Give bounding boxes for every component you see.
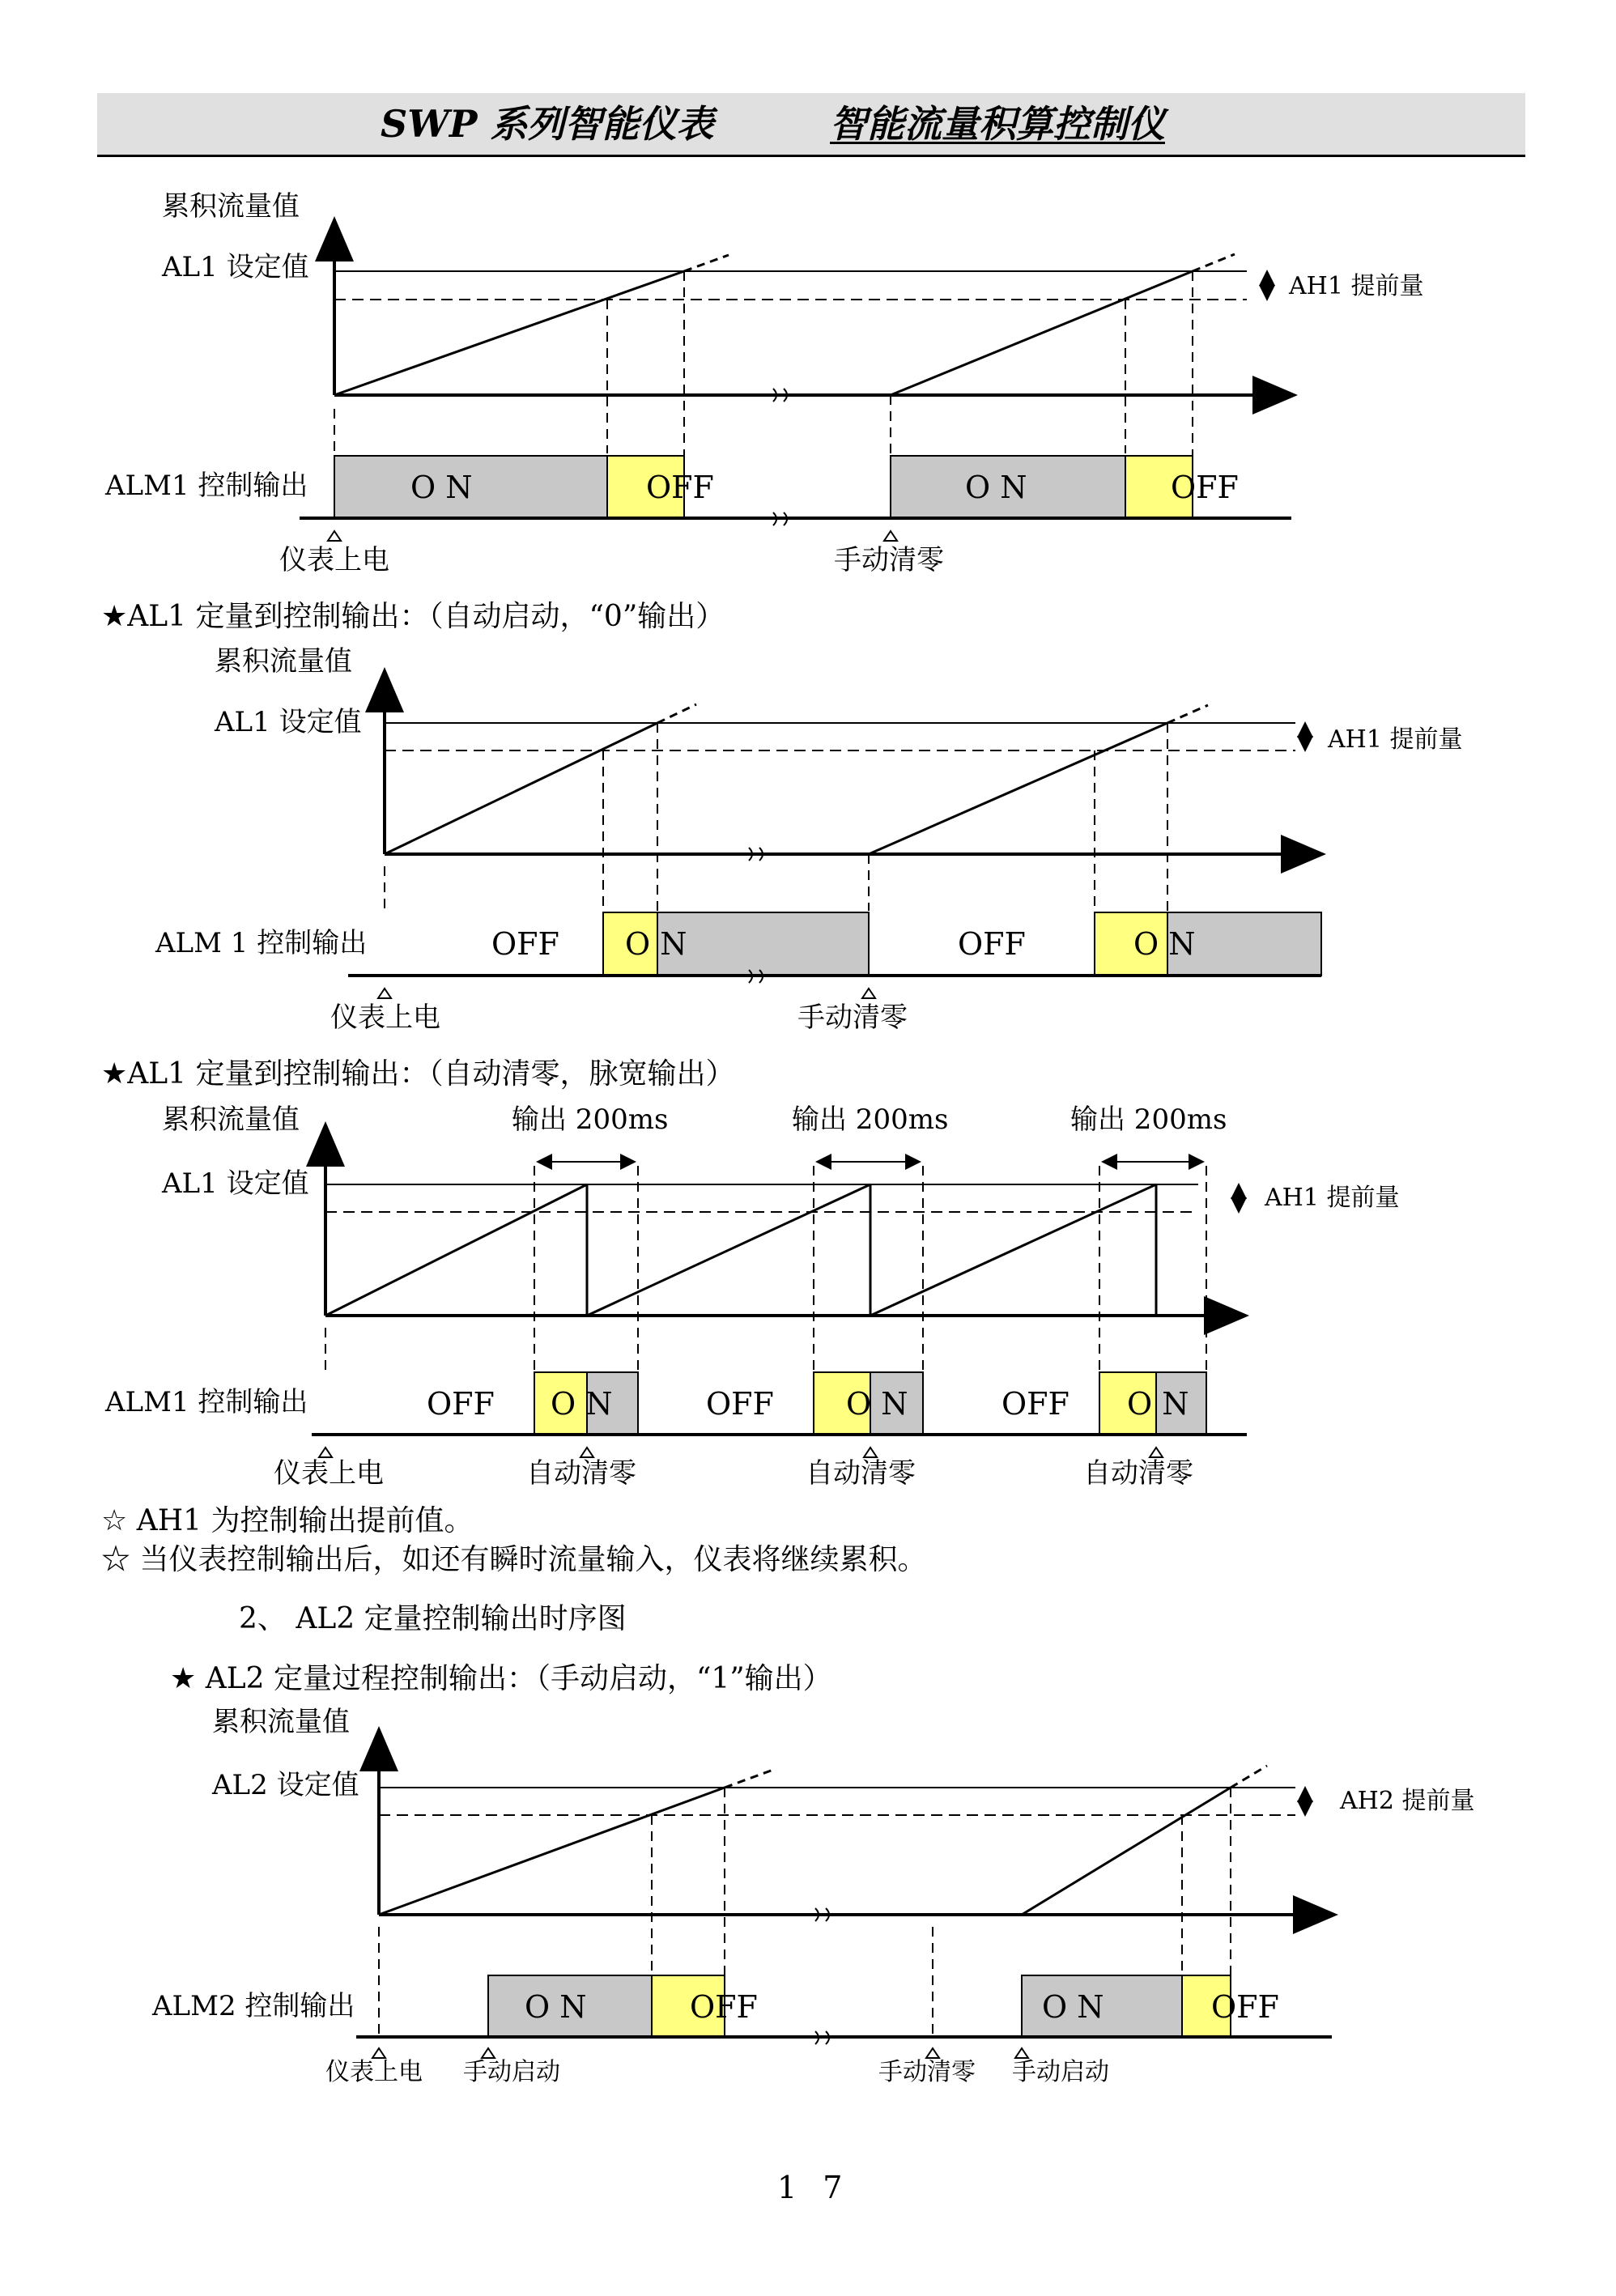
note-1: ☆ AH1 为控制输出提前值。 (101, 1504, 474, 1537)
d3-advance: AH1 提前量 (1265, 1184, 1400, 1212)
d1-state: O N (410, 470, 473, 505)
d2-event: 手动清零 (797, 1001, 908, 1034)
d3-state: OFF (427, 1386, 495, 1422)
d4-event: 仪表上电 (325, 2058, 423, 2086)
heading-4: ★ AL2 定量过程控制输出：（手动启动，“1”输出） (170, 1662, 832, 1695)
d2-state: OFF (491, 926, 559, 962)
d4-event: 手动清零 (878, 2058, 976, 2086)
d1-output-label: ALM1 控制输出 (105, 470, 308, 502)
d3-pulse: 输出 200ms (1070, 1103, 1227, 1136)
d1-state: OFF (1171, 470, 1239, 505)
d1-advance: AH1 提前量 (1289, 272, 1424, 300)
d1-ylabel: 累积流量值 (162, 190, 300, 223)
header-series: SWP 系列智能仪表 (381, 102, 714, 146)
d2-advance: AH1 提前量 (1328, 725, 1463, 754)
diagram-4 (356, 1733, 1332, 2058)
d2-setpoint: AL1 设定值 (215, 706, 362, 738)
d4-setpoint: AL2 设定值 (212, 1769, 359, 1801)
d3-event: 自动清零 (1083, 1457, 1193, 1490)
d1-event: 手动清零 (834, 544, 944, 576)
d2-state: O N (625, 926, 687, 962)
d4-advance: AH2 提前量 (1340, 1787, 1475, 1815)
d1-state: O N (965, 470, 1027, 505)
d3-output-label: ALM1 控制输出 (105, 1386, 308, 1418)
header-product: 智能流量积算控制仪 (830, 102, 1165, 146)
section-2-title: 2、 AL2 定量控制输出时序图 (239, 1602, 627, 1635)
d4-output-label: ALM2 控制输出 (152, 1990, 355, 2022)
d4-event: 手动启动 (463, 2058, 560, 2086)
d4-state: O N (1042, 1989, 1104, 2025)
d2-state: OFF (958, 926, 1026, 962)
d3-event: 自动清零 (806, 1457, 916, 1490)
d4-ylabel: 累积流量值 (212, 1706, 350, 1738)
d1-event: 仪表上电 (279, 544, 389, 576)
d4-state: OFF (690, 1989, 758, 2025)
d3-state: O N (551, 1386, 613, 1422)
d4-state: O N (525, 1989, 587, 2025)
d1-setpoint: AL1 设定值 (162, 251, 309, 283)
d2-output-label: ALM 1 控制输出 (155, 927, 368, 959)
d3-event: 仪表上电 (274, 1457, 384, 1490)
d4-state: OFF (1211, 1989, 1279, 2025)
d3-ylabel: 累积流量值 (162, 1103, 300, 1136)
page-number: 1 7 (777, 2170, 851, 2205)
d3-pulse: 输出 200ms (512, 1103, 669, 1136)
d3-state: O N (846, 1386, 908, 1422)
d4-event: 手动启动 (1012, 2058, 1109, 2086)
note-2: ☆ 当仪表控制输出后，如还有瞬时流量输入，仪表将继续累积。 (101, 1543, 927, 1576)
d1-state: OFF (646, 470, 714, 505)
d2-state: O N (1133, 926, 1196, 962)
d3-pulse: 输出 200ms (792, 1103, 949, 1136)
d3-state: OFF (1001, 1386, 1070, 1422)
d3-setpoint: AL1 设定值 (162, 1167, 309, 1200)
d3-state: OFF (706, 1386, 774, 1422)
d2-ylabel: 累积流量值 (215, 645, 352, 678)
d2-event: 仪表上电 (330, 1001, 440, 1034)
heading-2: ★AL1 定量到控制输出：（自动启动，“0”输出） (101, 600, 725, 633)
heading-3: ★AL1 定量到控制输出：（自动清零，脉宽输出） (101, 1057, 735, 1091)
d3-event: 自动清零 (526, 1457, 636, 1490)
d3-state: O N (1127, 1386, 1189, 1422)
